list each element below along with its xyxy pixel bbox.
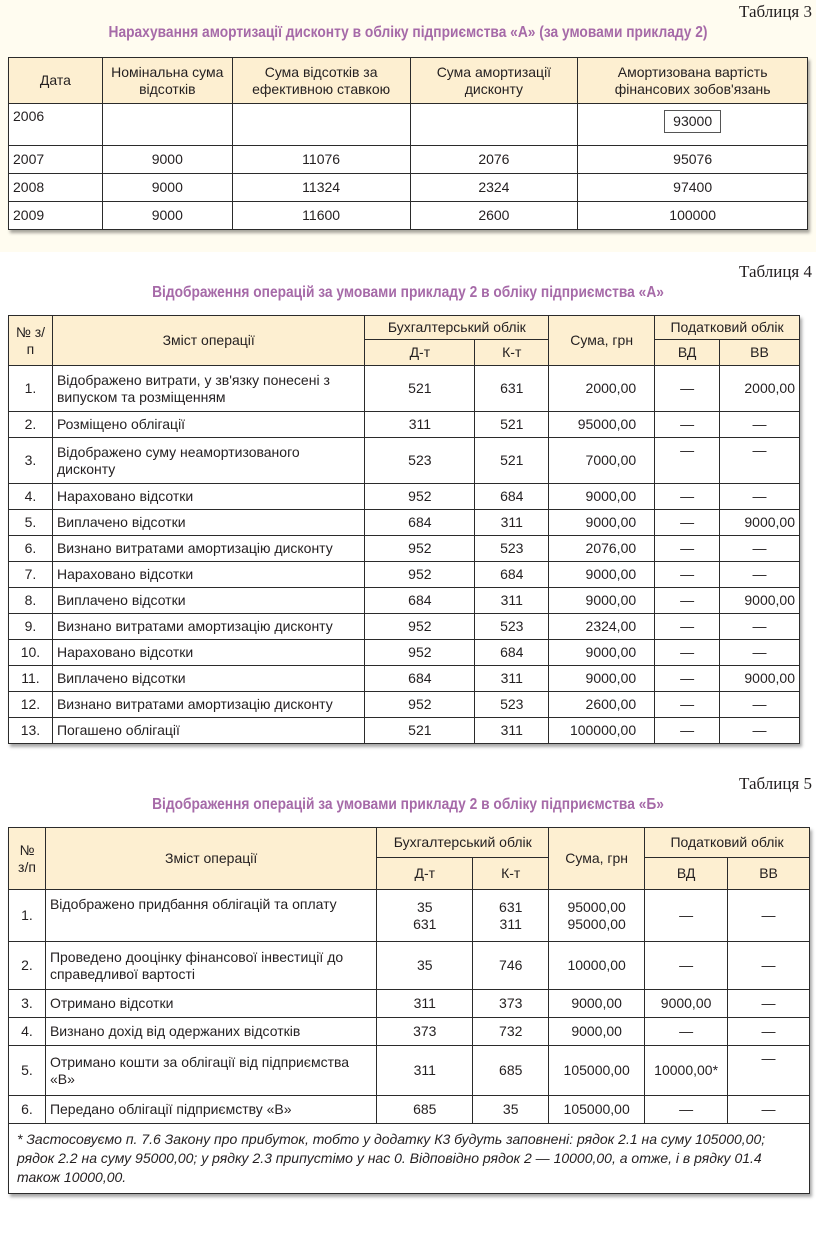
table5-header-num: № з/п [9,828,46,890]
operation-content-cell: Передано облігації підприємству «В» [45,1096,376,1124]
tax-vv-cell: — [728,1096,810,1124]
debit-line: 311 [413,1062,436,1078]
operation-content-cell: Погашено облігації [52,718,364,744]
table4-header-sum: Сума, грн [549,316,655,366]
tax-vv-cell: — [720,718,800,744]
credit-line: 732 [499,1023,523,1039]
table-row [9,510,800,536]
table-row [9,1046,810,1096]
sum-cell: 100000,00 [549,718,655,744]
table-row [9,692,800,718]
sum-line: 9000,00 [571,1023,622,1039]
tax-vv-cell: 9000,00 [720,666,800,692]
sum-cell: 9000,00 [549,484,655,510]
sum-cell [549,942,645,990]
credit-line: 685 [499,1062,523,1078]
tax-vd-cell: — [655,484,720,510]
debit-account-cell: 952 [365,640,475,666]
operation-content-cell: Відображено суму неамортизованого дисконту [52,438,364,484]
sum-cell: 2324,00 [549,614,655,640]
tax-vd-cell: — [655,366,720,412]
debit-account-cell [377,1096,473,1124]
date-cell: 2006 [9,104,103,146]
sum-cell [549,990,645,1018]
sum-line: 95000,00 [567,898,626,915]
debit-account-cell: 952 [365,536,475,562]
debit-account-cell [377,1018,473,1046]
debit-line: 35 [417,957,433,973]
row-number-cell: 6. [9,1096,46,1124]
tax-vd-cell: — [655,614,720,640]
table-row [9,366,800,412]
table5-header-sum: Сума, грн [549,828,645,890]
tax-vd-cell: — [645,1018,728,1046]
row-number-cell: 4. [9,484,53,510]
debit-line: 311 [413,995,436,1011]
operation-content-cell: Виплачено відсотки [52,588,364,614]
sum-cell: 9000,00 [549,666,655,692]
tax-vd-cell: — [655,562,720,588]
debit-account-cell: 311 [365,412,475,438]
sum-cell: 2076,00 [549,536,655,562]
tax-vd-cell: — [655,510,720,536]
debit-account-cell: 684 [365,510,475,536]
operation-content-cell: Визнано дохід від одержаних відсотків [45,1018,376,1046]
table5 [8,827,810,1194]
sum-cell [549,890,645,942]
row-number-cell: 2. [9,412,53,438]
tax-vv-cell: — [720,692,800,718]
debit-account-cell: 684 [365,588,475,614]
row-number-cell: 3. [9,990,46,1018]
nominal-cell: 9000 [102,146,232,174]
table4-header-num: № з/п [9,316,53,366]
operation-content-cell: Відображено придбання облігацій та оплату [45,890,376,942]
tax-vd-cell: — [645,1096,728,1124]
tax-vv-cell: — [720,438,800,484]
sum-line: 105000,00 [563,1101,630,1117]
table3-header-amortization: Сума амортизації дисконту [410,58,578,104]
table-row [9,890,810,942]
effective-cell [232,104,410,146]
effective-cell: 11324 [232,174,410,202]
table-row [9,666,800,692]
table3 [8,57,808,230]
date-cell: 2009 [9,202,103,230]
sum-cell [549,1046,645,1096]
table-row [9,104,808,146]
amortized-value-cell: 100000 [578,202,808,230]
tax-vd-cell: — [655,588,720,614]
row-number-cell: 4. [9,1018,46,1046]
operation-content-cell: Отримано відсотки [45,990,376,1018]
debit-account-cell: 952 [365,484,475,510]
table-row [9,614,800,640]
row-number-cell: 11. [9,666,53,692]
date-cell: 2007 [9,146,103,174]
row-number-cell: 1. [9,366,53,412]
operation-content-cell: Отримано кошти за облігації від підприємства «В» [45,1046,376,1096]
row-number-cell: 10. [9,640,53,666]
table-row [9,484,800,510]
row-number-cell: 2. [9,942,46,990]
sum-line: 10000,00 [567,957,626,973]
tax-vd-cell: — [655,536,720,562]
table3-title: Нарахування амортизації дисконту в обліку підприємства «А» (за умовами прикладу 2) [108,24,708,41]
table3-header-effective: Сума відсотків за ефективною ставкою [232,58,410,104]
table5-header-vv: ВВ [728,858,810,890]
table-row [9,1018,810,1046]
table-row [9,412,800,438]
sum-cell: 9000,00 [549,562,655,588]
credit-account-cell [473,990,549,1018]
nominal-cell [102,104,232,146]
sum-cell: 9000,00 [549,510,655,536]
sum-cell: 9000,00 [549,588,655,614]
debit-account-cell: 521 [365,366,475,412]
operation-content-cell: Визнано витратами амортизацію дисконту [52,692,364,718]
credit-account-cell: 311 [475,666,549,692]
credit-account-cell [473,890,549,942]
table5-header-debit: Д-т [377,858,473,890]
table5-title: Відображення операцій за умовами прикладу 2 в обліку підприємства «Б» [152,796,664,813]
tax-vd-cell: — [655,666,720,692]
operation-content-cell: Нараховано відсотки [52,484,364,510]
effective-cell: 11600 [232,202,410,230]
operation-content-cell: Визнано витратами амортизацію дисконту [52,614,364,640]
table4-header-accounting: Бухгалтерський облік [365,316,549,340]
row-number-cell: 7. [9,562,53,588]
table4-title: Відображення операцій за умовами прикладу 2 в обліку підприємства «А» [152,284,664,301]
debit-line: 631 [413,915,437,932]
sum-cell [549,1018,645,1046]
amortized-value-cell: 95076 [578,146,808,174]
table-row [9,1096,810,1124]
credit-account-cell: 521 [475,438,549,484]
date-cell: 2008 [9,174,103,202]
debit-line: 35 [417,898,433,915]
amortization-cell: 2600 [410,202,578,230]
credit-account-cell: 684 [475,562,549,588]
credit-account-cell: 311 [475,588,549,614]
row-number-cell: 13. [9,718,53,744]
tax-vv-cell: — [728,1018,810,1046]
table5-header-vd: ВД [645,858,728,890]
credit-line: 373 [499,995,523,1011]
debit-account-cell: 684 [365,666,475,692]
amortized-value-cell: 97400 [578,174,808,202]
sum-line: 105000,00 [563,1062,630,1078]
table-row [9,588,800,614]
tax-vv-cell: — [720,484,800,510]
sum-line: 9000,00 [571,995,622,1011]
table5-header-tax: Податковий облік [645,828,810,858]
tax-vd-cell: — [655,438,720,484]
table3-header-date: Дата [9,58,103,104]
debit-account-cell: 952 [365,614,475,640]
table-row [9,146,808,174]
table5-header-accounting: Бухгалтерський облік [377,828,549,858]
sum-cell: 2600,00 [549,692,655,718]
tax-vv-cell: 9000,00 [720,510,800,536]
sum-cell [549,1096,645,1124]
row-number-cell: 3. [9,438,53,484]
tax-vd-cell: 10000,00* [645,1046,728,1096]
credit-account-cell: 521 [475,412,549,438]
row-number-cell: 5. [9,510,53,536]
table-row [9,562,800,588]
credit-account-cell: 523 [475,536,549,562]
tax-vv-cell: — [728,890,810,942]
credit-line: 311 [499,915,522,932]
tax-vv-cell: — [728,1046,810,1096]
tax-vv-cell: 2000,00 [720,366,800,412]
credit-account-cell: 523 [475,692,549,718]
operation-content-cell: Розміщено облігації [52,412,364,438]
credit-line: 35 [502,1101,519,1117]
table-row [9,536,800,562]
table3-header-amortized-value: Амортизована вартість фінансових зобов'язань [578,58,808,104]
row-number-cell: 5. [9,1046,46,1096]
row-number-cell: 6. [9,536,53,562]
table-row [9,202,808,230]
table3-number: Таблиця 3 [739,2,812,21]
table5-footnote: * Застосовуємо п. 7.6 Закону про прибуток, тобто у додатку К3 будуть заповнені: рядок 2.1 на суму 105000,00; рядок 2.2 на суму 95000,00; у рядку 2.3 припустімо у нас 0. Відповідно рядок 2 — 10000,00, а отже, і в рядку 01.4 також 10000,00. [9,1124,810,1194]
amortization-cell [410,104,578,146]
table-row [9,438,800,484]
credit-account-cell: 311 [475,718,549,744]
tax-vv-cell: — [720,562,800,588]
table-row [9,640,800,666]
tax-vd-cell: — [655,692,720,718]
tax-vv-cell: — [728,990,810,1018]
debit-account-cell: 521 [365,718,475,744]
credit-account-cell: 631 [475,366,549,412]
table4-header-tax: Податковий облік [655,316,800,340]
tax-vv-cell: — [720,614,800,640]
credit-account-cell [473,1018,549,1046]
tax-vd-cell: — [645,942,728,990]
boxed-value: 93000 [664,110,721,133]
operation-content-cell: Проведено дооцінку фінансової інвестиції до справедливої вартості [45,942,376,990]
sum-cell: 7000,00 [549,438,655,484]
tax-vv-cell: — [720,640,800,666]
credit-account-cell: 523 [475,614,549,640]
credit-account-cell [473,1096,549,1124]
debit-account-cell [377,1046,473,1096]
tax-vd-cell: — [655,718,720,744]
table-row [9,718,800,744]
debit-line: 685 [413,1101,437,1117]
sum-cell: 9000,00 [549,640,655,666]
tax-vd-cell: — [645,890,728,942]
table4-number: Таблиця 4 [739,262,812,281]
debit-account-cell: 952 [365,562,475,588]
sum-line: 95000,00 [567,915,626,932]
row-number-cell: 9. [9,614,53,640]
table5-header-credit: К-т [473,858,549,890]
operation-content-cell: Нараховано відсотки [52,640,364,666]
credit-account-cell: 684 [475,640,549,666]
table-row [9,174,808,202]
sum-cell: 2000,00 [549,366,655,412]
debit-account-cell: 952 [365,692,475,718]
amortized-value-cell [578,104,808,146]
effective-cell: 11076 [232,146,410,174]
tax-vv-cell: — [728,942,810,990]
credit-account-cell: 684 [475,484,549,510]
credit-line: 746 [499,957,523,973]
table5-number: Таблиця 5 [739,774,812,793]
debit-account-cell: 523 [365,438,475,484]
row-number-cell: 12. [9,692,53,718]
credit-account-cell: 311 [475,510,549,536]
table4-header-content: Зміст операції [52,316,364,366]
debit-account-cell [377,890,473,942]
credit-account-cell [473,942,549,990]
table5-header-content: Зміст операції [45,828,376,890]
operation-content-cell: Визнано витратами амортизацію дисконту [52,536,364,562]
table-row [9,990,810,1018]
table4 [8,315,800,744]
table4-header-vv: ВВ [720,340,800,366]
row-number-cell: 1. [9,890,46,942]
table4-header-vd: ВД [655,340,720,366]
amortization-cell: 2076 [410,146,578,174]
credit-account-cell [473,1046,549,1096]
table-row [9,942,810,990]
tax-vd-cell: — [655,640,720,666]
table4-header-debit: Д-т [365,340,475,366]
operation-content-cell: Нараховано відсотки [52,562,364,588]
tax-vv-cell: — [720,412,800,438]
tax-vd-cell: — [655,412,720,438]
credit-line: 631 [499,898,523,915]
operation-content-cell: Виплачено відсотки [52,666,364,692]
operation-content-cell: Відображено витрати, у зв'язку понесені з випуском та розміщенням [52,366,364,412]
table4-header-credit: К-т [475,340,549,366]
row-number-cell: 8. [9,588,53,614]
amortization-cell: 2324 [410,174,578,202]
sum-cell: 95000,00 [549,412,655,438]
nominal-cell: 9000 [102,202,232,230]
table3-header-nominal: Номінальна сума відсотків [102,58,232,104]
tax-vd-cell: 9000,00 [645,990,728,1018]
debit-account-cell [377,942,473,990]
tax-vv-cell: — [720,536,800,562]
tax-vv-cell: 9000,00 [720,588,800,614]
nominal-cell: 9000 [102,174,232,202]
operation-content-cell: Виплачено відсотки [52,510,364,536]
debit-line: 373 [413,1023,437,1039]
debit-account-cell [377,990,473,1018]
